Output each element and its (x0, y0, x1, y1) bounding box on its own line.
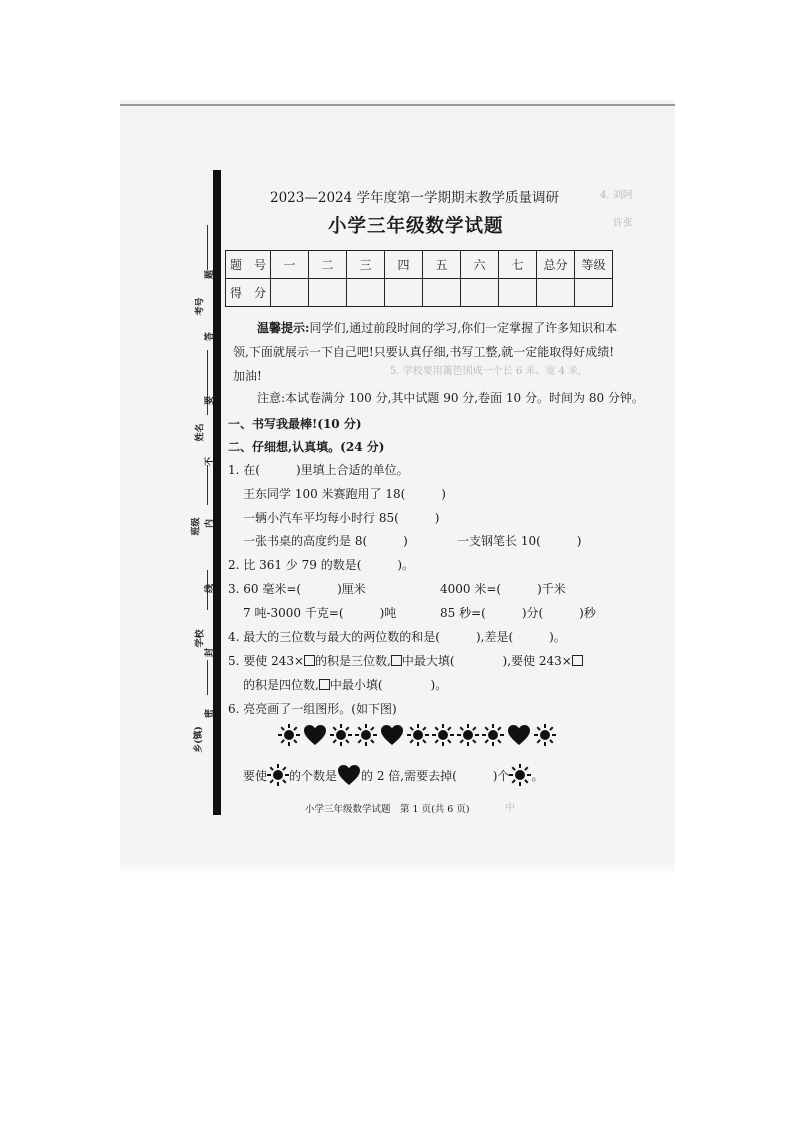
field-name: 姓名 (195, 423, 206, 442)
q6-text: 的个数是 (289, 768, 338, 783)
question-1d: 一支钢笔长 10( ) (457, 534, 582, 548)
ghost-text: 许张 (613, 218, 633, 229)
q5-text: 的积是四位数, (243, 678, 319, 692)
question-3c: 7 吨-3000 千克=( )吨 (243, 606, 397, 620)
tips-paragraph (233, 316, 623, 388)
score-input-cell[interactable] (423, 279, 461, 307)
question-3d: 85 秒=( )分( )秒 (440, 606, 596, 620)
heart-icon (337, 764, 361, 786)
heart-icon (303, 724, 327, 746)
score-input-cell[interactable] (271, 279, 309, 307)
question-1: 1. 在( )里填上合适的单位。 (228, 463, 409, 477)
seal-word: 题 (205, 269, 216, 280)
tips-label: 温馨提示: (257, 321, 310, 335)
q5-text: 的积是三位数, (315, 654, 391, 668)
question-1a: 王东同学 100 米赛跑用了 18( ) (243, 487, 446, 501)
table-cell: 二 (309, 251, 347, 279)
scan-top-edge (120, 104, 675, 106)
sun-icon (278, 724, 300, 746)
sun-icon (534, 724, 556, 746)
question-3a: 3. 60 毫米=( )厘米 (228, 582, 366, 596)
seal-word: 不 (205, 456, 216, 467)
score-input-cell[interactable] (461, 279, 499, 307)
score-input-cell[interactable] (347, 279, 385, 307)
question-2: 2. 比 361 少 79 的数是( )。 (228, 558, 415, 572)
seal-word: 密 (205, 708, 216, 719)
question-5a (228, 652, 583, 669)
table-cell: 六 (461, 251, 499, 279)
table-cell: 四 (385, 251, 423, 279)
score-input-cell[interactable] (575, 279, 613, 307)
seal-word: 线 (205, 583, 216, 594)
shape-sequence (278, 724, 556, 746)
page-footer: 小学三年级数学试题 第 1 页(共 6 页) (305, 804, 470, 815)
binding-spine (213, 170, 221, 815)
field-exam-number: 考号 (195, 297, 206, 316)
ghost-text: 4. 刘阿 (600, 190, 633, 201)
table-cell: 七 (499, 251, 537, 279)
q5-text: 中最大填( ),要使 243× (401, 654, 572, 668)
table-cell: 得 分 (226, 279, 271, 307)
score-input-cell[interactable] (499, 279, 537, 307)
heart-icon (507, 724, 531, 746)
field-class: 班级 (191, 517, 202, 536)
table-cell: 三 (347, 251, 385, 279)
table-cell: 五 (423, 251, 461, 279)
sun-icon (432, 724, 454, 746)
table-cell: 题 号 (226, 251, 271, 279)
question-4: 4. 最大的三位数与最大的两位数的和是( ),差是( )。 (228, 630, 566, 644)
margin-line (207, 660, 208, 695)
ghost-text: 中 (505, 803, 515, 814)
field-town: 乡(镇) (193, 726, 204, 753)
margin-line (207, 465, 208, 505)
q6-text: 。 (531, 768, 544, 783)
section-heading: 二、仔细想,认真填。(24 分) (228, 440, 385, 454)
blank-square (391, 655, 402, 666)
seal-word: 答 (205, 331, 216, 342)
blank-square (304, 655, 315, 666)
score-input-cell[interactable] (309, 279, 347, 307)
margin-line (207, 350, 208, 415)
scan-bottom-edge (120, 862, 675, 875)
sun-icon (355, 724, 377, 746)
table-row (226, 279, 613, 307)
table-cell: 一 (271, 251, 309, 279)
q6-text: 的 2 倍,需要去掉( )个 (361, 768, 510, 783)
sun-icon (457, 724, 479, 746)
question-1c: 一张书桌的高度约是 8( ) (243, 534, 408, 548)
seal-word: 内 (205, 518, 216, 529)
table-row (226, 251, 613, 279)
ghost-text: 5. 学校要用篱笆围成一个长 6 米、宽 4 米, (390, 366, 582, 377)
sun-icon (509, 764, 531, 786)
score-table (225, 250, 613, 307)
question-3b: 4000 米=( )千米 (440, 582, 566, 596)
blank-square (319, 679, 330, 690)
question-1b: 一辆小汽车平均每小时行 85( ) (243, 511, 440, 525)
table-cell: 总分 (537, 251, 575, 279)
seal-word: 要 (205, 395, 216, 406)
sun-icon (407, 724, 429, 746)
exam-note: 注意:本试卷满分 100 分,其中试题 90 分,卷面 10 分。时间为 80 分钟。 (257, 391, 644, 405)
score-input-cell[interactable] (385, 279, 423, 307)
margin-line (207, 225, 208, 270)
blank-square (572, 655, 583, 666)
exam-title: 小学三年级数学试题 (328, 216, 504, 237)
sun-icon (267, 764, 289, 786)
section-heading: 一、书写我最棒!(10 分) (228, 417, 362, 431)
q5-text: 5. 要使 243× (228, 654, 305, 668)
sun-icon (482, 724, 504, 746)
exam-header: 2023—2024 学年度第一学期期末教学质量调研 (270, 190, 560, 206)
q6-text: 要使 (243, 768, 268, 783)
seal-word: 封 (205, 647, 216, 658)
field-school: 学校 (195, 629, 206, 648)
q5-text: 中最小填( )。 (329, 678, 448, 692)
tips-text: 同学们,通过前段时间的学习,你们一定掌握了许多知识和本领,下面就展示一下自己吧!只要认真仔细,书写工整,就一定能取得好成绩!加油! (233, 321, 618, 383)
question-6: 6. 亮亮画了一组图形。(如下图) (228, 702, 397, 716)
sun-icon (330, 724, 352, 746)
heart-icon (380, 724, 404, 746)
table-cell: 等级 (575, 251, 613, 279)
score-input-cell[interactable] (537, 279, 575, 307)
question-6-ask (243, 764, 544, 786)
question-5b (243, 676, 447, 693)
